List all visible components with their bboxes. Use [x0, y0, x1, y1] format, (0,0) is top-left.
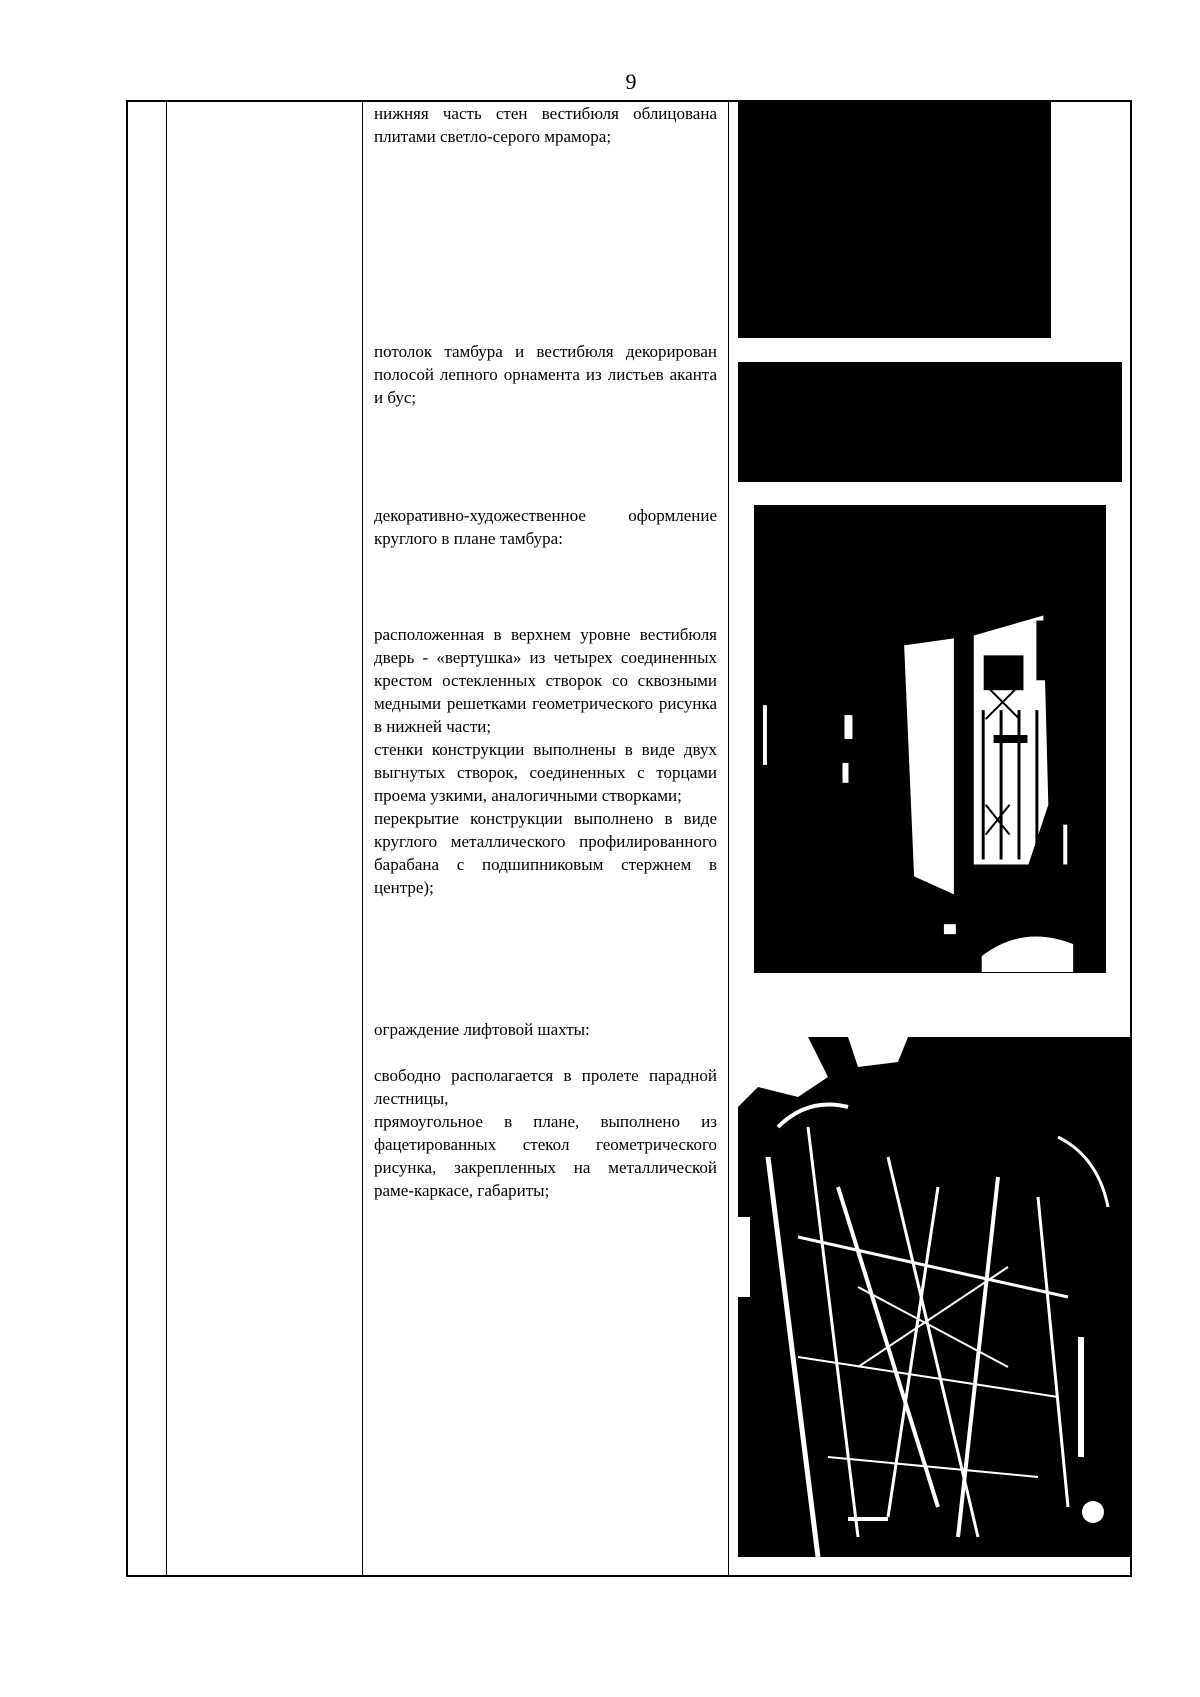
photo-revolving-door: [754, 505, 1106, 973]
text-block-marble-walls: [374, 102, 717, 148]
photo-marble-walls: [738, 100, 1051, 338]
paragraph: стенки конструкции выполнены в виде двух выгнутых створок, соединенных с торцами проема узкими, аналогичными створками;: [374, 740, 717, 805]
photo-ceiling-ornament: [738, 362, 1122, 482]
paragraph: ограждение лифтовой шахты:: [374, 1020, 590, 1039]
text-block-lift-shaft-details: [374, 1064, 717, 1202]
text-block-revolving-door: [374, 623, 717, 899]
text-block-vestibule-decor: [374, 504, 717, 550]
paragraph: расположенная в верхнем уровне вестибюля дверь - «вертушка» из четырех соединенных крестом остекленных створок со сквозными медными решетками геометрического рисунка в нижней части;: [374, 625, 717, 736]
paragraph: декоративно-художественное оформление круглого в плане тамбура:: [374, 506, 717, 548]
paragraph: потолок тамбура и вестибюля декорирован полосой лепного орнамента из листьев аканта и бус;: [374, 342, 717, 407]
column-divider-3: [728, 100, 729, 1577]
paragraph: нижняя часть стен вестибюля облицована плитами светло-серого мрамора;: [374, 104, 717, 146]
revolving-door-image: [755, 506, 1105, 972]
paragraph: свободно располагается в пролете парадной лестницы,: [374, 1066, 717, 1108]
photo-lift-shaft: [738, 1037, 1130, 1557]
text-block-lift-shaft-heading: [374, 1018, 717, 1041]
text-block-ceiling-ornament: [374, 340, 717, 409]
paragraph: прямоугольное в плане, выполнено из фацетированных стекол геометрического рисунка, закрепленных на металлической раме-каркасе, габариты;: [374, 1112, 717, 1200]
column-divider-2: [362, 100, 363, 1577]
page-number: 9: [625, 69, 637, 94]
column-divider-1: [166, 100, 167, 1577]
lift-shaft-image: [738, 1037, 1130, 1557]
paragraph: перекрытие конструкции выполнено в виде круглого металлического профилированного барабана с подшипниковым стержнем в центре);: [374, 809, 717, 897]
